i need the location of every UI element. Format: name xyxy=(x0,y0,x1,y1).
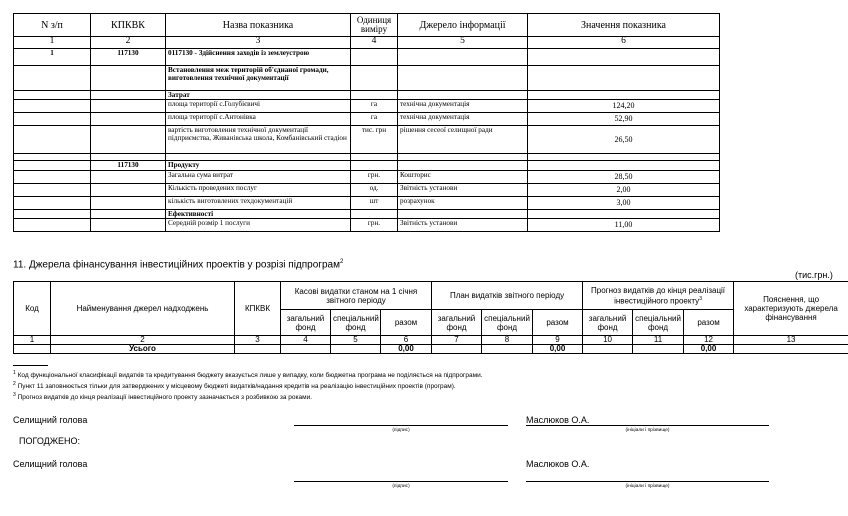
head1-name-caption: (ініціали і прізвище) xyxy=(625,428,670,433)
row-source xyxy=(398,91,528,100)
row-source xyxy=(398,154,528,161)
head2-sign-caption: (підпис) xyxy=(392,484,410,489)
colnum-5: 5 xyxy=(331,336,381,345)
row-unit: грн. xyxy=(351,219,398,232)
header-n: N з/п xyxy=(14,14,91,37)
row-source: Звітність установи xyxy=(398,184,528,197)
colnum-6: 6 xyxy=(381,336,432,345)
table-row xyxy=(14,154,720,161)
row-unit xyxy=(351,66,398,91)
row-name: кількість виготовлених техдокументацій xyxy=(166,197,351,210)
num-1: 1 xyxy=(14,37,91,49)
head1-sign-caption: (підпис) xyxy=(392,428,410,433)
row-value: 26,50 xyxy=(528,126,720,154)
head2-name-caption: (ініціали і прізвище) xyxy=(625,484,670,489)
footnote-1: $^1$ Код функціональної класифікації видатків та кредитування бюджету вказується лише у випадку, коли бюджетна програма не поділяється на підпрограми. xyxy=(13,370,483,380)
row-unit: га xyxy=(351,113,398,126)
row-kpkvk xyxy=(91,210,166,219)
table-row xyxy=(14,161,720,171)
group-plan-expenses: План видатків звітного періоду xyxy=(432,282,583,310)
row-name: вартість виготовлення технічної документації підприємства, Живанівська школа, Комбанівський стадіон xyxy=(166,126,351,154)
row-source: розрахунок xyxy=(398,197,528,210)
row-number xyxy=(14,197,91,210)
row-number: 1 xyxy=(14,49,91,66)
row-unit: тис. грн xyxy=(351,126,398,154)
colnum-1: 1 xyxy=(14,336,51,345)
head2-label: Селищний голова xyxy=(13,459,88,469)
row-number xyxy=(14,100,91,113)
row-value xyxy=(528,154,720,161)
sub-special-2: спеціальний фонд xyxy=(482,310,533,336)
row-number xyxy=(14,210,91,219)
sub-general-1: загальний фонд xyxy=(281,310,331,336)
group-cash-expenses: Касові видатки станом на 1 січня звітного періоду xyxy=(281,282,432,310)
row-name: Встановлення меж територій об'єднаної громади, виготовлення технічної документації xyxy=(166,66,351,91)
num-4: 4 xyxy=(351,37,398,49)
row-source xyxy=(398,49,528,66)
row-name: площа території с.Антонівка xyxy=(166,113,351,126)
total-label: Усього xyxy=(51,345,235,354)
row-kpkvk: 117130 xyxy=(91,161,166,171)
footnote-2: $^2$ Пункт 11 заповнюється тільки для затверджених у місцевому бюджеті видатків/надання кредитів на реалізацію інвестиційних проектів (програм). xyxy=(13,381,456,391)
row-unit xyxy=(351,91,398,100)
row-value: 3,00 xyxy=(528,197,720,210)
total-plan: 0,00 xyxy=(533,345,583,354)
row-number xyxy=(14,171,91,184)
row-name: Загальна сума витрат xyxy=(166,171,351,184)
section-11-title: 11. Джерела фінансування інвестиційних проектів у розрізі підпрограм$^2$ xyxy=(13,259,344,271)
sub-total-3: разом xyxy=(684,310,734,336)
row-unit: шт xyxy=(351,197,398,210)
sub-special-1: спеціальний фонд xyxy=(331,310,381,336)
colnum-12: 12 xyxy=(684,336,734,345)
row-kpkvk xyxy=(91,154,166,161)
group-forecast: Прогноз видатків до кінця реалізації інвестиційного проекту$^3$ xyxy=(583,282,734,310)
row-source xyxy=(398,161,528,171)
row-number xyxy=(14,113,91,126)
colnum-7: 7 xyxy=(432,336,482,345)
row-kpkvk xyxy=(91,113,166,126)
row-kpkvk xyxy=(91,91,166,100)
colnum-10: 10 xyxy=(583,336,633,345)
row-name: Кількість проведених послуг xyxy=(166,184,351,197)
row-unit xyxy=(351,161,398,171)
sub-total-1: разом xyxy=(381,310,432,336)
row-kpkvk xyxy=(91,197,166,210)
row-unit: од. xyxy=(351,184,398,197)
header-source: Джерело інформації xyxy=(398,14,528,37)
header-kpkvk: КПКВК xyxy=(91,14,166,37)
col-kpkvk: КПКВК xyxy=(235,282,281,336)
row-number xyxy=(14,91,91,100)
table-row xyxy=(14,100,720,113)
row-kpkvk xyxy=(91,171,166,184)
row-name: Середній розмір 1 послуги xyxy=(166,219,351,232)
colnum-4: 4 xyxy=(281,336,331,345)
colnum-2: 2 xyxy=(51,336,235,345)
head1-name: Маслюков О.А. xyxy=(526,415,590,425)
num-3: 3 xyxy=(166,37,351,49)
head1-sign-line xyxy=(294,425,508,426)
head2-sign-line xyxy=(294,481,508,482)
row-source xyxy=(398,66,528,91)
footnote-divider xyxy=(13,365,48,366)
row-value: 2,00 xyxy=(528,184,720,197)
row-kpkvk: 117130 xyxy=(91,49,166,66)
row-source xyxy=(398,210,528,219)
row-source: Звітність установи xyxy=(398,219,528,232)
colnum-11: 11 xyxy=(633,336,684,345)
header-value: Значення показника xyxy=(528,14,720,37)
row-name xyxy=(166,154,351,161)
col-code: Код xyxy=(14,282,51,336)
row-unit xyxy=(351,154,398,161)
row-number xyxy=(14,184,91,197)
row-value: 124,20 xyxy=(528,100,720,113)
col-source-name: Найменування джерел надходжень xyxy=(51,282,235,336)
row-source: технічна документація xyxy=(398,100,528,113)
table-row xyxy=(14,126,720,154)
row-source: рішення сесеої селищної ради xyxy=(398,126,528,154)
header-unit: Одиниця виміру xyxy=(351,14,398,37)
colnum-3: 3 xyxy=(235,336,281,345)
row-unit: га xyxy=(351,100,398,113)
row-number xyxy=(14,66,91,91)
row-value xyxy=(528,49,720,66)
row-value: 52,90 xyxy=(528,113,720,126)
row-name: Продукту xyxy=(166,161,351,171)
table-row xyxy=(14,113,720,126)
row-name: Затрат xyxy=(166,91,351,100)
row-kpkvk xyxy=(91,66,166,91)
sub-total-2: разом xyxy=(533,310,583,336)
row-kpkvk xyxy=(91,184,166,197)
units-label: (тис.грн.) xyxy=(795,270,833,280)
colnum-13: 13 xyxy=(734,336,848,345)
row-value xyxy=(528,66,720,91)
table-row xyxy=(14,91,720,100)
row-name: Ефективності xyxy=(166,210,351,219)
table-row xyxy=(14,184,720,197)
sub-general-3: загальний фонд xyxy=(583,310,633,336)
row-kpkvk xyxy=(91,219,166,232)
row-unit: грн. xyxy=(351,171,398,184)
total-code xyxy=(14,345,51,354)
num-2: 2 xyxy=(91,37,166,49)
num-5: 5 xyxy=(398,37,528,49)
total-cash: 0,00 xyxy=(381,345,432,354)
total-forecast: 0,00 xyxy=(684,345,734,354)
row-number xyxy=(14,126,91,154)
table-row xyxy=(14,219,720,232)
sub-general-2: загальний фонд xyxy=(432,310,482,336)
row-value xyxy=(528,161,720,171)
header-name: Назва показника xyxy=(166,14,351,37)
head2-name-line xyxy=(526,481,769,482)
colnum-9: 9 xyxy=(533,336,583,345)
footnote-3: $^3$ Прогноз видатків до кінця реалізації інвестиційного проекту зазначається з розбивкою за роками. xyxy=(13,392,313,402)
head1-name-line xyxy=(526,425,769,426)
agreed-label: ПОГОДЖЕНО: xyxy=(19,436,81,446)
row-source: Кошторис xyxy=(398,171,528,184)
table-row xyxy=(14,66,720,91)
table-row xyxy=(14,49,720,66)
num-6: 6 xyxy=(528,37,720,49)
row-value: 28,50 xyxy=(528,171,720,184)
row-source: технічна документація xyxy=(398,113,528,126)
head1-label: Селищний голова xyxy=(13,415,88,425)
table-row xyxy=(14,197,720,210)
row-kpkvk xyxy=(91,100,166,113)
sub-special-3: спеціальний фонд xyxy=(633,310,684,336)
row-unit xyxy=(351,49,398,66)
head2-name: Маслюков О.А. xyxy=(526,459,590,469)
table-row xyxy=(14,171,720,184)
row-value xyxy=(528,210,720,219)
row-number xyxy=(14,219,91,232)
row-kpkvk xyxy=(91,126,166,154)
row-number xyxy=(14,154,91,161)
table-row xyxy=(14,210,720,219)
col-explanations: Пояснення, що характеризують джерела фінансування xyxy=(734,282,848,336)
performance-indicators-table xyxy=(13,13,720,232)
colnum-8: 8 xyxy=(482,336,533,345)
row-value: 11,00 xyxy=(528,219,720,232)
row-number xyxy=(14,161,91,171)
funding-sources-table xyxy=(13,281,848,354)
row-name: 0117130 - Здійснення заходів із землеустрою xyxy=(166,49,351,66)
row-name: площа території с.Голубієвичі xyxy=(166,100,351,113)
row-value xyxy=(528,91,720,100)
row-unit xyxy=(351,210,398,219)
